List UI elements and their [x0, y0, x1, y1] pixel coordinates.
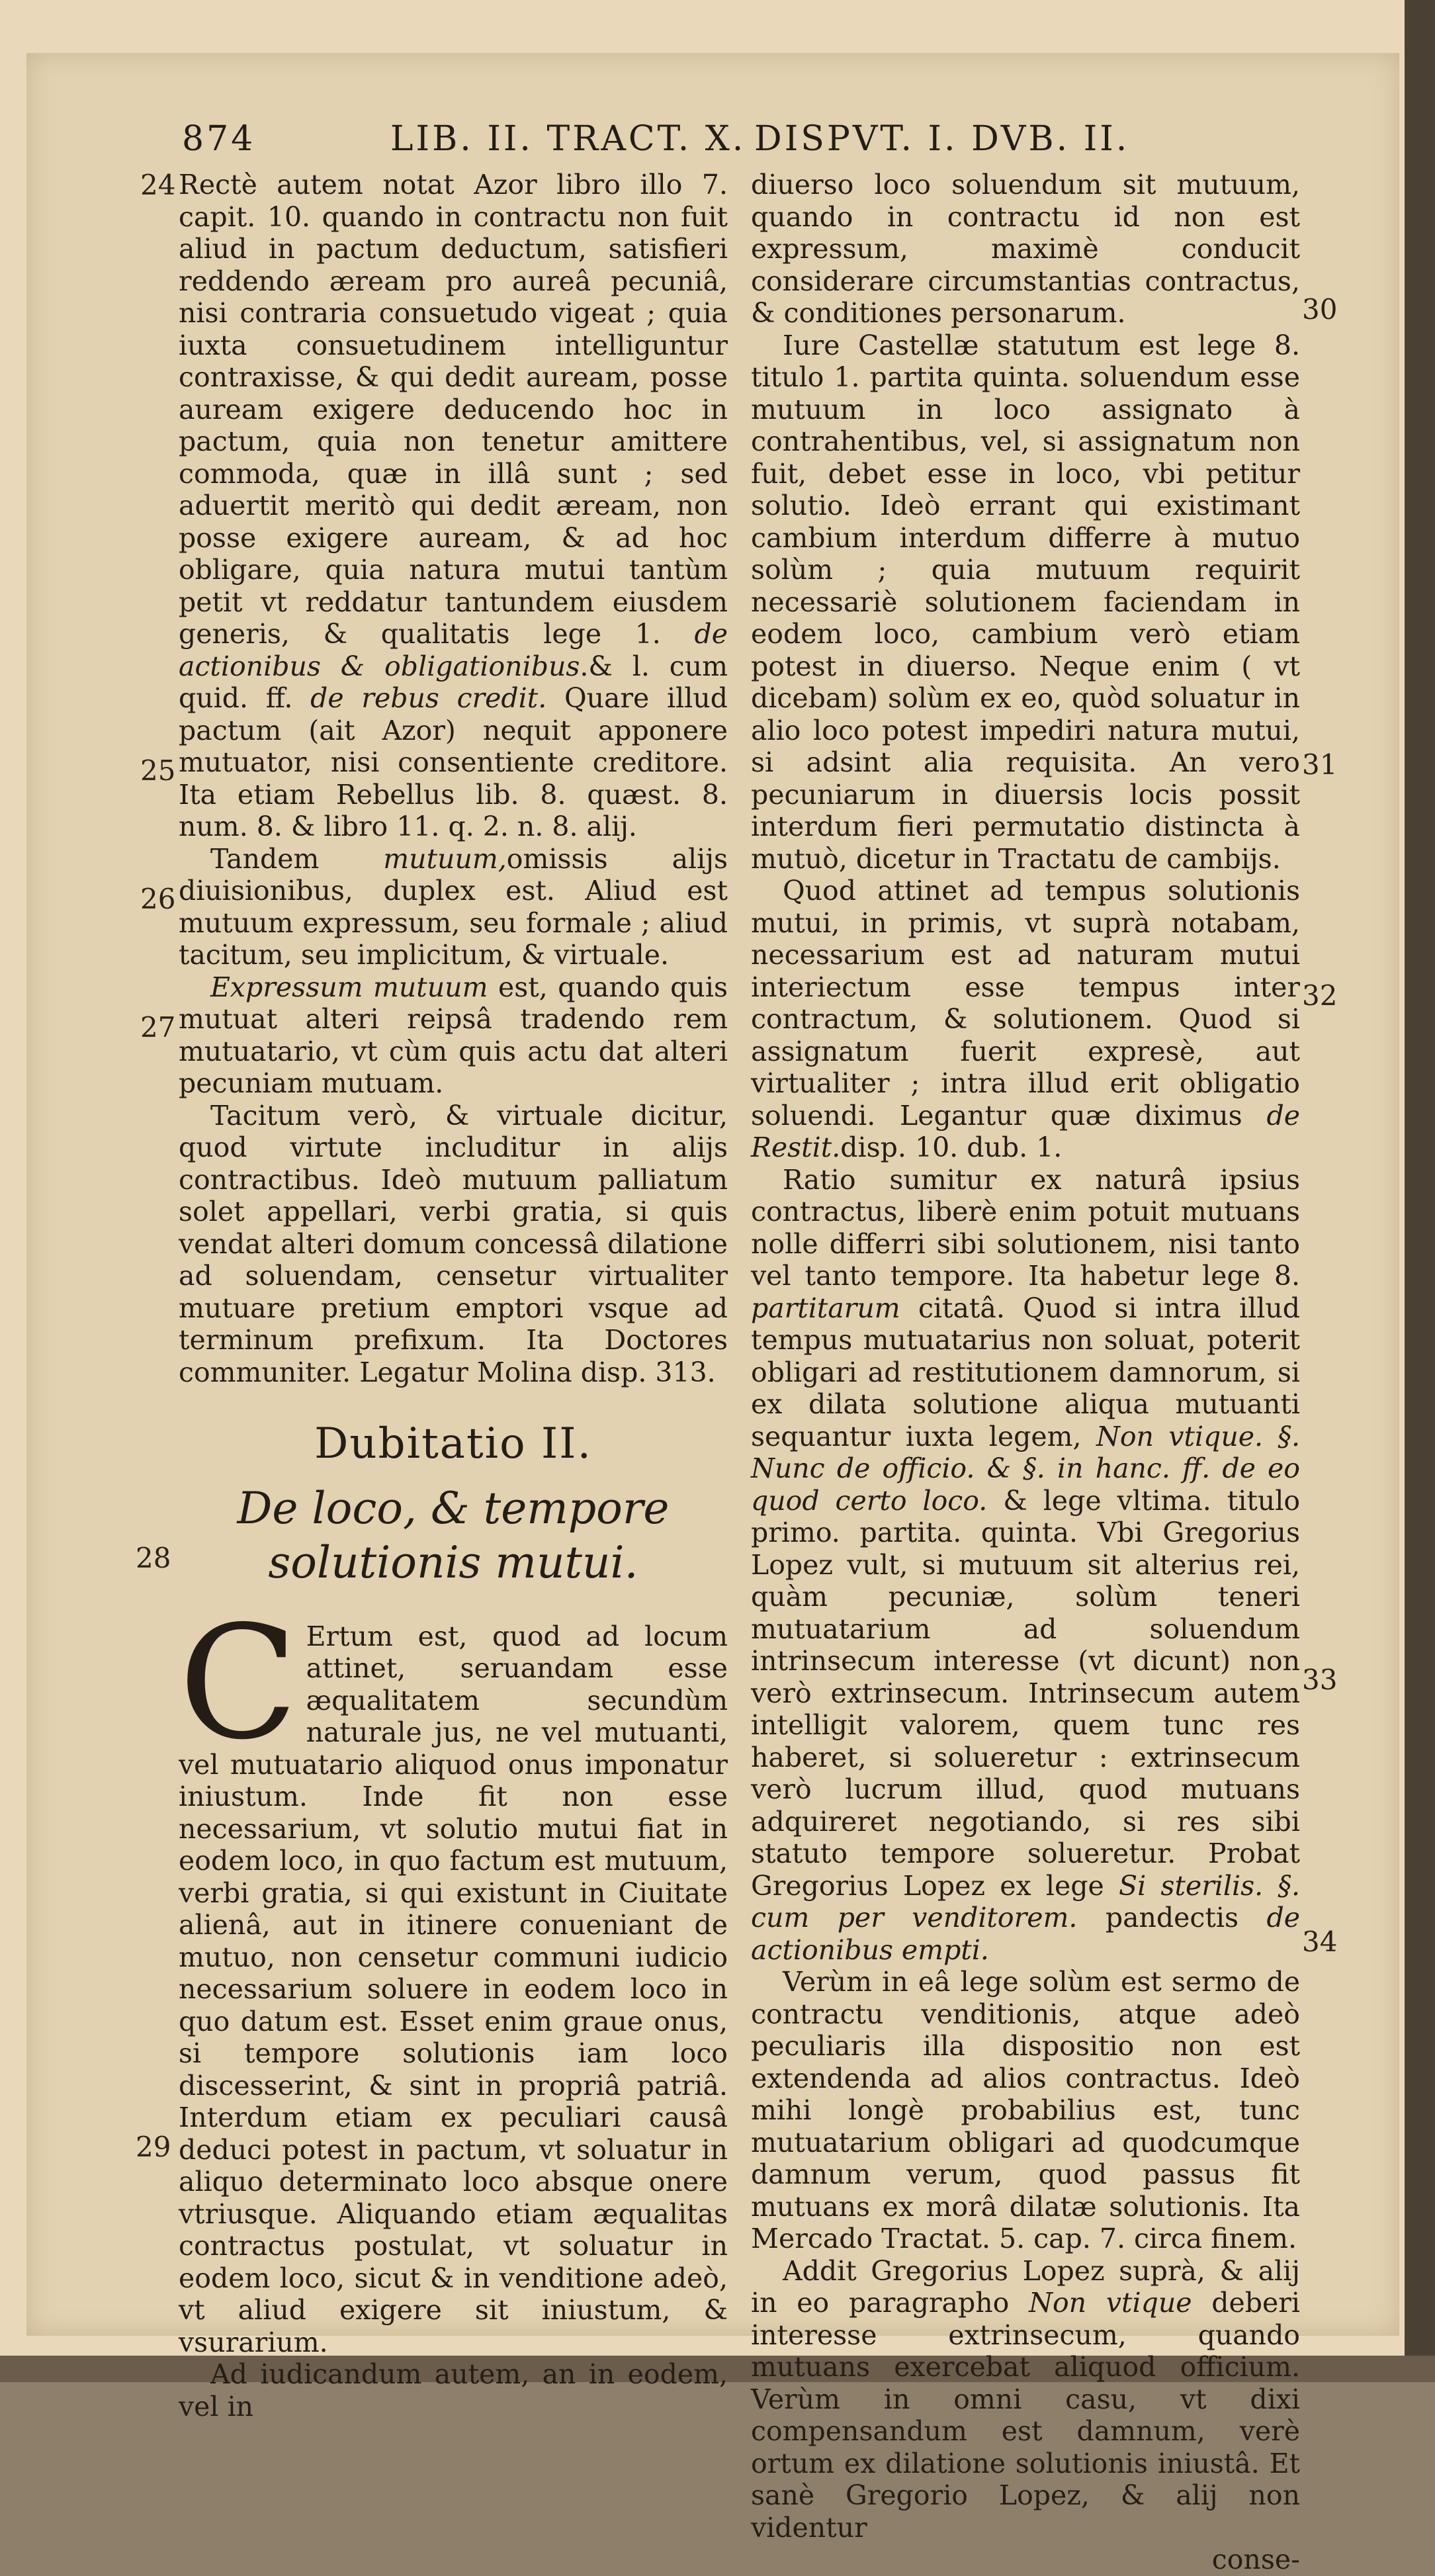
- margin-number: 27: [140, 1011, 176, 1044]
- running-title-left: LIB. II. TRACT. X.: [390, 119, 746, 159]
- margin-number: 34: [1302, 1926, 1338, 1958]
- margin-number: 24: [140, 169, 176, 201]
- running-title-right: DISPVT. I. DVB. II.: [754, 119, 1130, 159]
- left-column: [179, 169, 728, 2422]
- page-number: 874: [182, 119, 256, 159]
- paragraph-27: Tacitum verò, & virtuale dicitur, quod virtute includitur in alijs contractibus. Ideò mutuum palliatum solet appellari, verbi gratia, si quis vendat alteri domum concessâ dilatione ad soluendam, censetur virtualiter mutuare pretium emptori vsque ad terminum prefixum. Ita Doctores communiter. Legatur Molina disp. 313.: [179, 1099, 728, 1388]
- paragraph-28: C Ertum est, quod ad locum attinet, seruandam esse æqualitatem secundùm naturale jus, ne vel mutuanti, vel mutuatario aliquod onus imponatur iniustum. Inde fit non esse necessarium, vt solutio mutui fiat in eodem loco, in quo factum est mutuum, verbi gratia, si qui existunt in Ciuitate alienâ, aut in itinere conueniant de mutuo, non censetur communi iudicio necessarium soluere in eodem loco in quo datum est. Esset enim graue onus, si tempore solutionis iam loco discesserint, & sint in propriâ patriâ. Interdum etiam ex peculiari causâ deduci potest in pactum, vt soluatur in aliquo determinato loco absque onere vtriusque. Aliquando etiam æqualitas contractus postulat, vt soluatur in eodem loco, sicut & in venditione adeò, vt aliud exigere sit iniustum, & vsurarium.: [179, 1591, 728, 2358]
- margin-number: 28: [136, 1542, 171, 1574]
- section-heading: Dubitatio II.: [314, 1419, 592, 1468]
- right-column: [751, 169, 1300, 2576]
- paragraph-26: Expressum mutuum est, quando quis mutuat alteri reipsâ tradendo rem mutuatario, vt cùm quis actu dat alteri pecuniam mutuam.: [179, 971, 728, 1099]
- paragraph-32: Ratio sumitur ex naturâ ipsius contractus, liberè enim potuit mutuans nolle differri sibi solutionem, nisi tanto vel tanto tempore. Ita habetur lege 8. partitarum citatâ. Quod si intra illud tempus mutuatarius non soluat, poterit obligari ad restitutionem damnorum, si ex dilata solutione aliqua mutuanti sequantur iuxta legem, Non vtique. §. Nunc de officio. & §. in hanc. ff. de eo quod certo loco. & lege vltima. titulo primo. partita. quinta. Vbi Gregorius Lopez vult, si mutuum sit alterius rei, quàm pecuniæ, solùm teneri mutuatarium ad soluendum intrinsecum interesse (vt dicunt) non verò extrinsecum. Intrinsecum autem intelligit valorem, quem tunc res haberet, si solueretur : extrinsecum verò lucrum illud, quod mutuans adquireret negotiando, si res sibi statuto tempore solueretur. Probat Gregorius Lopez ex lege Si sterilis. §. cum per venditorem. pandectis de actionibus empti.: [751, 1163, 1300, 1966]
- paragraph-25: Tandem mutuum,omissis alijs diuisionibus, duplex est. Aliud est mutuum expressum, seu formale ; aliud tacitum, seu implicitum, & virtuale.: [179, 842, 728, 971]
- catchword: conse-: [1211, 2544, 1300, 2575]
- drop-capital: C: [179, 1591, 298, 1774]
- paragraph-24: Rectè autem notat Azor libro illo 7. capit. 10. quando in contractu non fuit aliud in pactum deductum, satisfieri reddendo æream pro aureâ pecuniâ, nisi contraria consuetudo vigeat ; quia iuxta consuetudinem intelliguntur contraxisse, & qui dedit auream, posse auream exigere deducendo hoc in pactum, quia non tenetur amittere commoda, quæ in illâ sunt ; sed aduertit meritò qui dedit æream, non posse exigere auream, & ad hoc obligare, quia natura mutui tantùm petit vt reddatur tantundem eiusdem generis, & qualitatis lege 1. de actionibus & obligationibus.& l. cum quid. ff. de rebus credit. Quare illud pactum (ait Azor) nequit apponere mutuator, nisi consentiente creditore. Ita etiam Rebellus lib. 8. quæst. 8. num. 8. & libro 11. q. 2. n. 8. alij.: [179, 169, 728, 842]
- paragraph-31: Quod attinet ad tempus solutionis mutui, in primis, vt suprà notabam, necessarium est ad naturam mutui interiectum esse tempus inter contractum, & solutionem. Quod si assignatum fuerit expresè, aut virtualiter ; intra illud erit obligatio soluendi. Legantur quæ diximus de Restit.disp. 10. dub. 1.: [751, 875, 1300, 1163]
- paragraph-30: Iure Castellæ statutum est lege 8. titulo 1. partita quinta. soluendum esse mutuum in loco assignato à contrahentibus, vel, si assignatum non fuit, debet esse in loco, vbi petitur solutio. Ideò errant qui existimant cambium interdum differre à mutuo solùm ; quia mutuum requirit necessariè solutionem faciendam in eodem loco, cambium verò etiam potest in diuerso. Neque enim ( vt dicebam) solùm ex eo, quòd soluatur in alio loco potest impediri natura mutui, si adsint alia requisita. An vero pecuniarum in diuersis locis possit interdum fieri permutatio distincta à mutuò, dicetur in Tractatu de cambijs.: [751, 329, 1300, 875]
- running-header: [40, 119, 1310, 172]
- margin-number: 32: [1302, 979, 1338, 1012]
- paragraph-continued: diuerso loco soluendum sit mutuum, quando in contractu id non est expressum, maximè conducit considerare circumstantias contractus, & conditiones personarum.: [751, 169, 1300, 329]
- section-title: De loco, & tempore solutionis mutui.: [237, 1482, 670, 1588]
- margin-number: 26: [140, 883, 176, 915]
- margin-number: 33: [1302, 1664, 1338, 1696]
- margin-number: 29: [136, 2131, 171, 2163]
- scan-right-border: [1405, 0, 1435, 2382]
- paragraph-33: Verùm in eâ lege solùm est sermo de contractu venditionis, atque adeò peculiaris illa dispositio non est extendenda ad alios contractus. Ideò mihi longè probabilius est, tunc mutuatarium obligari ad quodcumque damnum verum, quod passus fit mutuans ex morâ dilatæ solutionis. Ita Mercado Tractat. 5. cap. 7. circa finem.: [751, 1966, 1300, 2254]
- paragraph-29: Ad iudicandum autem, an in eodem, vel in: [179, 2358, 728, 2422]
- margin-number: 30: [1302, 293, 1338, 326]
- paragraph-34: Addit Gregorius Lopez suprà, & alij in eo paragrapho Non vtique deberi interesse extrinsecum, quando mutuans exercebat aliquod officium. Verùm in omni casu, vt dixi compensandum est damnum, verè ortum ex dilatione solutionis iniustâ. Et sanè Gregorio Lopez, & alij non videntur: [751, 2254, 1300, 2544]
- margin-number: 31: [1302, 748, 1338, 781]
- margin-number: 25: [140, 754, 176, 787]
